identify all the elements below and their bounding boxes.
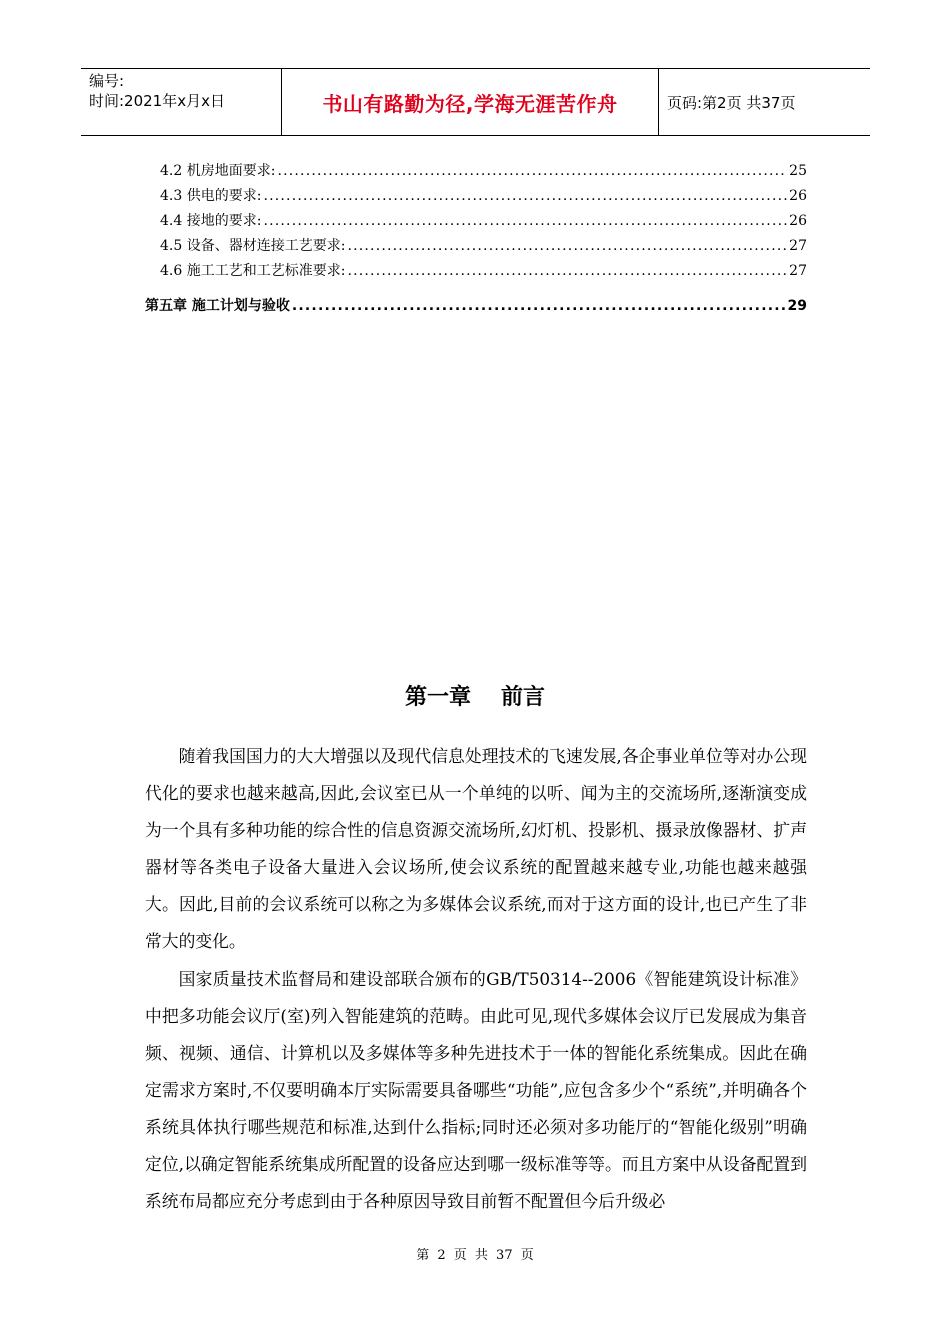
toc-entry-page: 25 — [789, 163, 807, 179]
toc-entry[interactable] — [145, 185, 807, 207]
toc-entry[interactable] — [145, 235, 807, 257]
toc-leader-dots — [347, 260, 787, 282]
body-paragraph: 随着我国国力的大大增强以及现代信息处理技术的飞速发展,各企事业单位等对办公现代化的要求也越来越高,因此,会议室已从一个单纯的以听、闻为主的交流场所,逐渐演变成为一个具有多种功能的综合性的信息资源交流场所,幻灯机、投影机、摄录放像器材、扩声器材等各类电子设备大量进入会议场所,使会议系统的配置越来越专业,功能也越来越强大。因此,目前的会议系统可以称之为多媒体会议系统,而对于这方面的设计,也已产生了非常大的变化。 — [145, 746, 807, 952]
chapter-title: 前言 — [501, 685, 546, 710]
toc-entry-title: 4.6 施工工艺和工艺标准要求: — [160, 263, 346, 279]
toc-entry[interactable] — [145, 260, 807, 282]
toc-entry-page: 27 — [789, 238, 807, 254]
toc-entry-title: 第五章 施工计划与验收 — [145, 298, 290, 314]
toc-leader-dots — [347, 235, 787, 257]
header-motto-cell — [281, 69, 659, 135]
toc-entry-page: 27 — [789, 263, 807, 279]
time-label: 时间:2021年x月x日 — [89, 92, 225, 110]
toc-entry-page: 26 — [789, 213, 807, 229]
body-paragraph: 国家质量技术监督局和建设部联合颁布的GB/T50314--2006《智能建筑设计标准》中把多功能会议厅(室)列入智能建筑的范畴。由此可见,现代多媒体会议厅已发展成为集音频、视频、通信、计算机以及多媒体等多种先进技术于一体的智能化系统集成。因此在确定需求方案时,不仅要明确本厅实际需要具备哪些“功能”,应包含多少个“系统”,并明确各个系统具体执行哪些规范和标准,达到什么指标;同时还必须对多功能厅的“智能化级别”明确定位,以确定智能系统集成所配置的设备应达到哪一级标准等等。而且方案中从设备配置到系统布局都应充分考虑到由于各种原因导致目前暂不配置但今后升级必 — [145, 968, 807, 1212]
toc-leader-dots — [263, 185, 787, 207]
header-page-info: 页码:第2页 共37页 — [667, 93, 796, 112]
chapter-heading — [0, 682, 950, 714]
chapter-body — [145, 738, 807, 1220]
toc-entry-title: 4.5 设备、器材连接工艺要求: — [160, 238, 346, 254]
page-footer: 第 2 页 共 37 页 — [416, 1248, 534, 1263]
toc-entry-title: 4.4 接地的要求: — [160, 213, 262, 229]
toc-entry-title: 4.2 机房地面要求: — [160, 163, 276, 179]
number-label: 编号: — [89, 72, 125, 90]
header-motto: 书山有路勤为径,学海无涯苦作舟 — [322, 91, 618, 116]
toc-entry[interactable] — [145, 210, 807, 232]
page-header — [81, 68, 870, 136]
toc-entry-page: 26 — [789, 188, 807, 204]
toc-entry-title: 4.3 供电的要求: — [160, 188, 262, 204]
toc-entry-page: 29 — [787, 298, 807, 314]
chapter-number: 第一章 — [404, 685, 471, 710]
toc-leader-dots — [263, 210, 787, 232]
toc-leader-dots — [292, 295, 786, 317]
toc-chapter-entry[interactable] — [145, 295, 807, 317]
toc-leader-dots — [277, 160, 787, 182]
header-meta — [81, 69, 281, 135]
toc-entry[interactable] — [145, 160, 807, 182]
